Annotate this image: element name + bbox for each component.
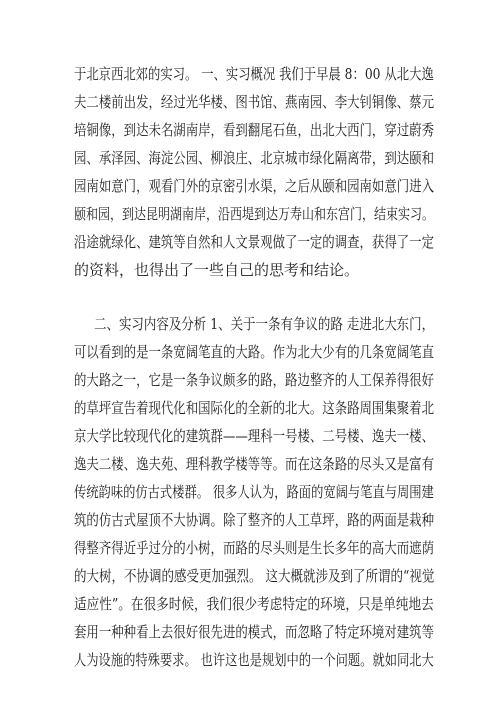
text-line: 京大学比较现代化的建筑群——理科一号楼、二号楼、逸夫一楼、 bbox=[74, 427, 435, 445]
text-line: 可以看到的是一条宽阔笔直的大路。作为北大少有的几条宽阔笔直 bbox=[74, 343, 435, 361]
text-line: 园、承泽园、海淀公园、柳浪庄、北京城市绿化隔离带，到达颐和 bbox=[74, 149, 435, 167]
text-line: 的大树，不协调的感受更加强烈。 这大概就涉及到了所谓的“视觉 bbox=[74, 567, 435, 585]
text-line: 得整齐得近乎过分的小树，而路的尽头则是生长多年的高大而遮荫 bbox=[74, 539, 435, 557]
text-line: 人为设施的特殊要求。 也许这也是规划中的一个问题。就如同北大 bbox=[74, 651, 434, 669]
text-line: 适应性”。在很多时候，我们很少考虑特定的环境，只是单纯地去 bbox=[74, 595, 434, 613]
text-line: 套用一种种看上去很好很先进的模式，而忽略了特定环境对建筑等 bbox=[74, 623, 435, 641]
text-line: 的草坪宣告着现代化和国际化的全新的北大。这条路周围集聚着北 bbox=[74, 399, 435, 417]
text-line: 沿途就绿化、建筑等自然和人文景观做了一定的调查，获得了一定 bbox=[74, 233, 435, 251]
text-line: 逸夫二楼、逸夫苑、理科教学楼等等。而在这条路的尽头又是富有 bbox=[74, 455, 435, 473]
text-line: 培铜像，到达未名湖南岸，看到翻尾石鱼，出北大西门，穿过蔚秀 bbox=[74, 121, 435, 139]
text-line: 于北京西北郊的实习。 一、实习概况 我们于早晨 8：00 从北大逸 bbox=[74, 65, 434, 83]
text-line: 园南如意门，观看门外的京密引水渠，之后从颐和园南如意门进入 bbox=[74, 177, 435, 195]
text-line: 传统韵味的仿古式楼群。 很多人认为，路面的宽阔与笔直与周围建 bbox=[74, 483, 434, 501]
text-line: 的大路之一，它是一条争议颇多的路，路边整齐的人工保养得很好 bbox=[74, 371, 435, 389]
text-line: 筑的仿古式屋顶不大协调。除了整齐的人工草坪，路的两面是栽种 bbox=[74, 511, 435, 529]
text-line: 颐和园，到达昆明湖南岸，沿西堤到达万寿山和东宫门，结束实习。 bbox=[74, 205, 435, 223]
text-line: 夫二楼前出发，经过光华楼、图书馆、燕南园、李大钊铜像、蔡元 bbox=[74, 93, 435, 111]
text-line: 的资料，也得出了一些自己的思考和结论。 bbox=[74, 261, 360, 279]
paragraph-first-line: 二、实习内容及分析 1、关于一条有争议的路 走进北大东门， bbox=[94, 315, 435, 333]
